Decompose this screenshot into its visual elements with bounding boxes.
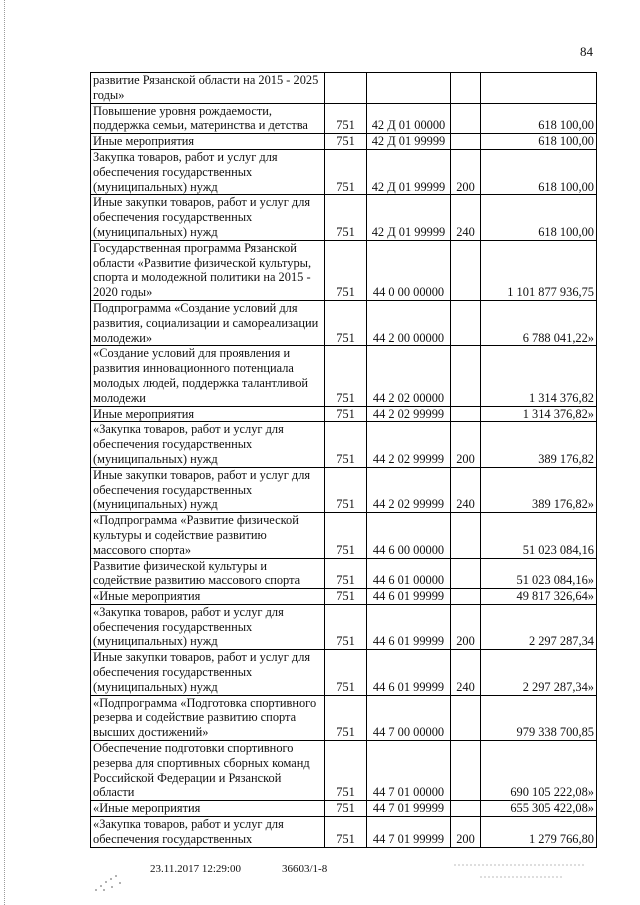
row-name-cell: Иные закупки товаров, работ и услуг для обеспечения государственных (муниципальных) нужд (91, 467, 325, 512)
row-name-cell: «Иные мероприятия (91, 801, 325, 817)
table-row (91, 558, 597, 589)
row-vr-code-cell (451, 741, 481, 801)
row-csr-code-cell: 44 2 02 99999 (367, 467, 451, 512)
row-gr-code-cell: 751 (325, 741, 367, 801)
table-row (91, 513, 597, 558)
row-vr-code-cell (451, 801, 481, 817)
row-csr-code-cell: 44 6 01 99999 (367, 650, 451, 695)
budget-table (90, 72, 597, 848)
row-csr-code-cell: 44 0 00 00000 (367, 240, 451, 300)
row-name-cell: Обеспечение подготовки спортивного резерва для спортивных сборных команд Российской Федерации и Рязанской области (91, 741, 325, 801)
faint-stamp (452, 858, 590, 887)
row-gr-code-cell: 751 (325, 346, 367, 406)
row-name-cell: «Подпрограмма «Развитие физической культуры и содействие развитию массового спорта» (91, 513, 325, 558)
row-vr-code-cell: 200 (451, 149, 481, 194)
row-name-cell: Государственная программа Рязанской области «Развитие физической культуры, спорта и молодежной политики на 2015 - 2020 годы» (91, 240, 325, 300)
row-vr-code-cell (451, 103, 481, 134)
row-csr-code-cell: 44 2 00 00000 (367, 300, 451, 345)
row-csr-code-cell: 42 Д 01 99999 (367, 195, 451, 240)
table-row (91, 604, 597, 649)
table-row (91, 406, 597, 422)
row-name-cell: Повышение уровня рождаемости, поддержка семьи, материнства и детства (91, 103, 325, 134)
row-amount-cell: 618 100,00 (481, 149, 597, 194)
row-gr-code-cell: 751 (325, 406, 367, 422)
row-csr-code-cell: 42 Д 01 99999 (367, 149, 451, 194)
row-csr-code-cell: 44 7 01 00000 (367, 741, 451, 801)
row-gr-code-cell: 751 (325, 604, 367, 649)
row-amount-cell: 49 817 326,64» (481, 589, 597, 605)
table-row (91, 741, 597, 801)
row-csr-code-cell: 44 7 01 99999 (367, 817, 451, 848)
row-amount-cell: 690 105 222,08» (481, 741, 597, 801)
row-name-cell: Подпрограмма «Создание условий для развития, социализации и самореализации молодежи» (91, 300, 325, 345)
footer-timestamp: 23.11.2017 12:29:00 (150, 863, 241, 875)
table-row (91, 346, 597, 406)
row-name-cell: Развитие физической культуры и содействие развитию массового спорта (91, 558, 325, 589)
row-vr-code-cell (451, 300, 481, 345)
row-name-cell: развитие Рязанской области на 2015 - 2025 годы» (91, 73, 325, 104)
row-csr-code-cell: 44 2 02 99999 (367, 422, 451, 467)
row-csr-code-cell: 44 6 01 00000 (367, 558, 451, 589)
row-gr-code-cell: 751 (325, 558, 367, 589)
table-row (91, 801, 597, 817)
row-amount-cell: 655 305 422,08» (481, 801, 597, 817)
table-row (91, 422, 597, 467)
row-vr-code-cell: 200 (451, 817, 481, 848)
row-vr-code-cell (451, 240, 481, 300)
scan-edge-line (4, 0, 6, 905)
row-name-cell: «Подпрограмма «Подготовка спортивного резерва и содействие развитию спорта высших достижений» (91, 695, 325, 740)
row-csr-code-cell: 42 Д 01 99999 (367, 134, 451, 150)
row-gr-code-cell: 751 (325, 650, 367, 695)
row-gr-code-cell: 751 (325, 801, 367, 817)
row-amount-cell: 1 314 376,82» (481, 406, 597, 422)
row-vr-code-cell (451, 346, 481, 406)
row-name-cell: Иные закупки товаров, работ и услуг для обеспечения государственных (муниципальных) нужд (91, 195, 325, 240)
row-csr-code-cell: 44 7 00 00000 (367, 695, 451, 740)
table-row (91, 300, 597, 345)
row-gr-code-cell: 751 (325, 149, 367, 194)
table-row (91, 817, 597, 848)
row-amount-cell: 6 788 041,22» (481, 300, 597, 345)
row-name-cell: Иные закупки товаров, работ и услуг для обеспечения государственных (муниципальных) нужд (91, 650, 325, 695)
table-row (91, 103, 597, 134)
row-amount-cell: 2 297 287,34 (481, 604, 597, 649)
table-row (91, 650, 597, 695)
row-vr-code-cell (451, 134, 481, 150)
row-amount-cell (481, 73, 597, 104)
row-csr-code-cell: 44 6 01 99999 (367, 589, 451, 605)
row-csr-code-cell: 44 2 02 00000 (367, 346, 451, 406)
row-amount-cell: 51 023 084,16 (481, 513, 597, 558)
row-vr-code-cell: 200 (451, 422, 481, 467)
row-gr-code-cell (325, 73, 367, 104)
row-gr-code-cell: 751 (325, 589, 367, 605)
row-gr-code-cell: 751 (325, 103, 367, 134)
row-name-cell: «Создание условий для проявления и развития инновационного потенциала молодых людей, поддержка талантливой молодежи (91, 346, 325, 406)
table-row (91, 589, 597, 605)
row-name-cell: «Иные мероприятия (91, 589, 325, 605)
row-amount-cell: 979 338 700,85 (481, 695, 597, 740)
row-vr-code-cell (451, 406, 481, 422)
row-vr-code-cell: 240 (451, 467, 481, 512)
row-amount-cell: 51 023 084,16» (481, 558, 597, 589)
row-vr-code-cell: 200 (451, 604, 481, 649)
row-vr-code-cell (451, 558, 481, 589)
row-name-cell: Иные мероприятия (91, 134, 325, 150)
row-csr-code-cell: 42 Д 01 00000 (367, 103, 451, 134)
row-vr-code-cell (451, 589, 481, 605)
row-amount-cell: 1 279 766,80 (481, 817, 597, 848)
row-name-cell: «Закупка товаров, работ и услуг для обеспечения государственных (муниципальных) нужд (91, 604, 325, 649)
row-gr-code-cell: 751 (325, 300, 367, 345)
row-amount-cell: 618 100,00 (481, 195, 597, 240)
table-row (91, 134, 597, 150)
row-name-cell: «Закупка товаров, работ и услуг для обеспечения государственных (91, 817, 325, 848)
row-amount-cell: 389 176,82 (481, 422, 597, 467)
row-vr-code-cell (451, 513, 481, 558)
row-amount-cell: 389 176,82» (481, 467, 597, 512)
row-name-cell: «Закупка товаров, работ и услуг для обеспечения государственных (муниципальных) нужд (91, 422, 325, 467)
row-amount-cell: 618 100,00 (481, 103, 597, 134)
page-number: 84 (580, 44, 593, 59)
row-name-cell: Иные мероприятия (91, 406, 325, 422)
row-vr-code-cell: 240 (451, 195, 481, 240)
row-gr-code-cell: 751 (325, 467, 367, 512)
scan-mark-icon (92, 872, 126, 894)
row-vr-code-cell: 240 (451, 650, 481, 695)
row-amount-cell: 618 100,00 (481, 134, 597, 150)
row-gr-code-cell: 751 (325, 817, 367, 848)
table-row (91, 195, 597, 240)
row-csr-code-cell: 44 6 00 00000 (367, 513, 451, 558)
table-row (91, 695, 597, 740)
table-row (91, 467, 597, 512)
row-gr-code-cell: 751 (325, 134, 367, 150)
table-row (91, 73, 597, 104)
row-csr-code-cell (367, 73, 451, 104)
row-amount-cell: 1 314 376,82 (481, 346, 597, 406)
row-gr-code-cell: 751 (325, 695, 367, 740)
row-csr-code-cell: 44 6 01 99999 (367, 604, 451, 649)
table-row (91, 240, 597, 300)
table-row (91, 149, 597, 194)
row-gr-code-cell: 751 (325, 513, 367, 558)
row-amount-cell: 2 297 287,34» (481, 650, 597, 695)
row-name-cell: Закупка товаров, работ и услуг для обеспечения государственных (муниципальных) нужд (91, 149, 325, 194)
row-gr-code-cell: 751 (325, 195, 367, 240)
row-vr-code-cell (451, 695, 481, 740)
row-csr-code-cell: 44 2 02 99999 (367, 406, 451, 422)
row-vr-code-cell (451, 73, 481, 104)
row-csr-code-cell: 44 7 01 99999 (367, 801, 451, 817)
row-gr-code-cell: 751 (325, 422, 367, 467)
footer-doc-number: 36603/1-8 (282, 863, 328, 875)
row-amount-cell: 1 101 877 936,75 (481, 240, 597, 300)
row-gr-code-cell: 751 (325, 240, 367, 300)
